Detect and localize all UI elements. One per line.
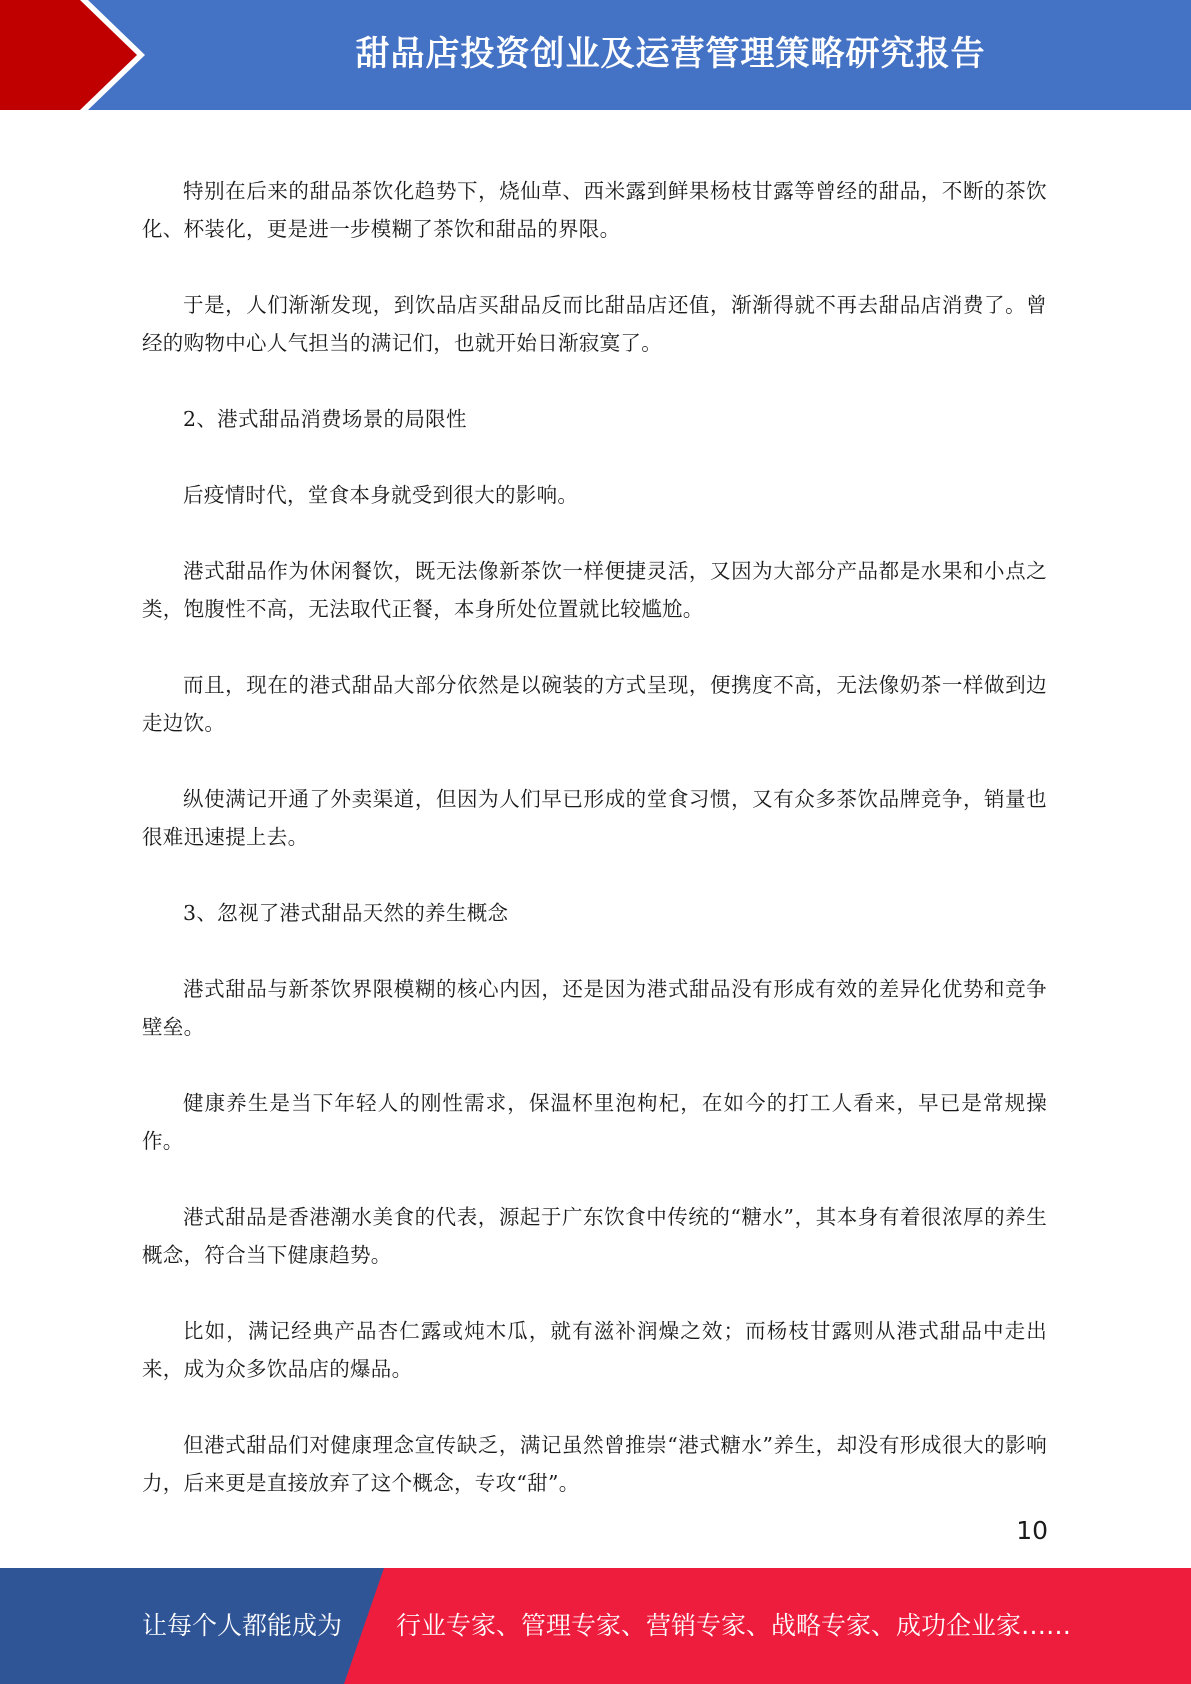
page-number: 10 <box>1016 1516 1048 1545</box>
paragraph: 健康养生是当下年轻人的刚性需求，保温杯里泡枸杞，在如今的打工人看来，早已是常规操作。 <box>142 1091 1047 1153</box>
paragraph: 而且，现在的港式甜品大部分依然是以碗装的方式呈现，便携度不高，无法像奶茶一样做到边走边饮。 <box>142 673 1047 735</box>
paragraph: 后疫情时代，堂食本身就受到很大的影响。 <box>183 483 579 507</box>
paragraph: 港式甜品与新茶饮界限模糊的核心内因，还是因为港式甜品没有形成有效的差异化优势和竞争壁垒。 <box>142 977 1047 1039</box>
paragraph: 特别在后来的甜品茶饮化趋势下，烧仙草、西米露到鲜果杨枝甘露等曾经的甜品，不断的茶饮化、杯装化，更是进一步模糊了茶饮和甜品的界限。 <box>142 179 1047 241</box>
paragraph: 港式甜品作为休闲餐饮，既无法像新茶饮一样便捷灵活，又因为大部分产品都是水果和小点之类，饱腹性不高，无法取代正餐，本身所处位置就比较尴尬。 <box>142 559 1047 621</box>
paragraph: 比如，满记经典产品杏仁露或炖木瓜，就有滋补润燥之效；而杨枝甘露则从港式甜品中走出来，成为众多饮品店的爆品。 <box>142 1319 1047 1381</box>
body-content <box>142 172 1047 1540</box>
section-heading: 3、忽视了港式甜品天然的养生概念 <box>183 901 509 925</box>
header-bar <box>0 0 1191 110</box>
footer-slogan-right: 行业专家、管理专家、营销专家、战略专家、成功企业家…… <box>396 1611 1072 1640</box>
paragraph: 但港式甜品们对健康理念宣传缺乏，满记虽然曾推崇“港式糖水”养生，却没有形成很大的影响力，后来更是直接放弃了这个概念，专攻“甜”。 <box>142 1433 1047 1495</box>
paragraph: 港式甜品是香港潮水美食的代表，源起于广东饮食中传统的“糖水”，其本身有着很浓厚的养生概念，符合当下健康趋势。 <box>142 1205 1047 1267</box>
paragraph: 于是，人们渐渐发现，到饮品店买甜品反而比甜品店还值，渐渐得就不再去甜品店消费了。曾经的购物中心人气担当的满记们，也就开始日渐寂寞了。 <box>142 293 1047 355</box>
document-title: 甜品店投资创业及运营管理策略研究报告 <box>355 34 986 74</box>
paragraph: 纵使满记开通了外卖渠道，但因为人们早已形成的堂食习惯，又有众多茶饮品牌竞争，销量也很难迅速提上去。 <box>142 787 1047 849</box>
footer-bar <box>0 1568 1191 1684</box>
section-heading: 2、港式甜品消费场景的局限性 <box>183 407 467 431</box>
footer-slogan-left: 让每个人都能成为 <box>142 1611 343 1640</box>
chevron-arrow-icon <box>0 0 150 110</box>
